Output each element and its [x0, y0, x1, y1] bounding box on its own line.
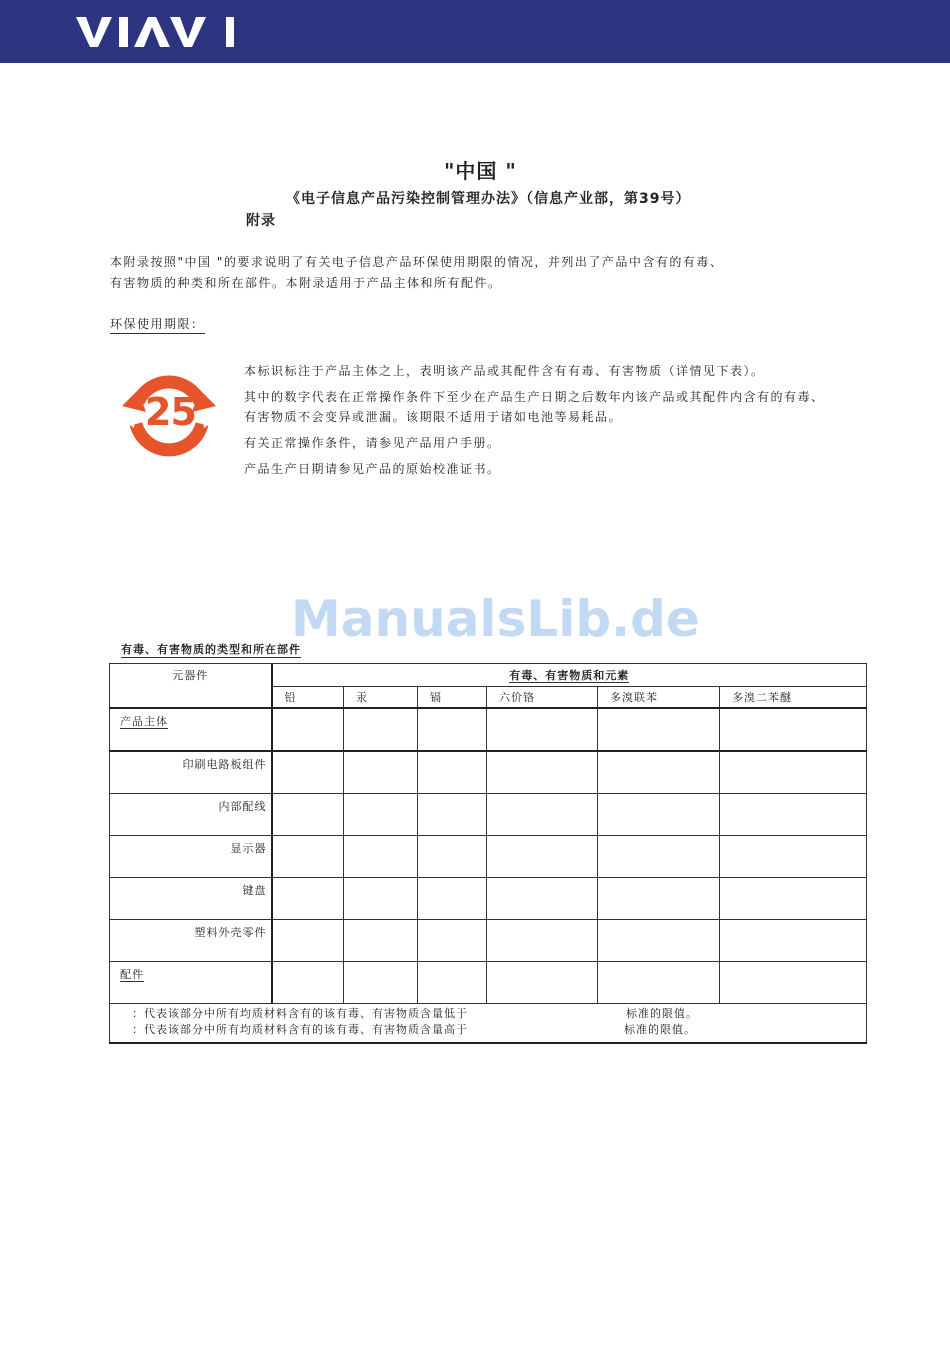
note-1-right: 标准的限值。	[626, 1006, 698, 1020]
page-subtitle: 《电子信息产品污染控制管理办法》（信息产业部，第39号）	[286, 191, 691, 207]
table-cell	[344, 708, 418, 751]
table-row	[110, 793, 867, 835]
viavi-logo	[76, 15, 236, 49]
substance-header: 汞	[344, 687, 418, 708]
substance-header: 六价铬	[487, 687, 598, 708]
note-1-left: ：代表该部分中所有均质材料含有的该有毒、有害物质含量低于	[132, 1006, 468, 1020]
efup-number: 25	[145, 390, 196, 434]
table-cell	[272, 877, 344, 919]
efup-text-2b: 有害物质不会变异或泄漏。该期限不适用于诸如电池等易耗品。	[244, 410, 623, 424]
table-cell	[418, 751, 487, 794]
table-cell	[598, 877, 720, 919]
component-cell	[110, 708, 272, 751]
table-note-row	[110, 1003, 867, 1043]
efup-text-3: 有关正常操作条件，请参见产品用户手册。	[244, 436, 501, 450]
table-cell	[598, 751, 720, 794]
table-cell	[720, 751, 867, 794]
table-cell	[720, 877, 867, 919]
table-cell	[344, 793, 418, 835]
table-cell	[720, 961, 867, 1003]
table-row	[110, 961, 867, 1003]
table-note	[110, 1003, 867, 1043]
table-row	[110, 751, 867, 794]
substance-header: 铅	[272, 687, 344, 708]
table-cell	[344, 835, 418, 877]
substances-header-cell	[272, 664, 867, 687]
table-cell	[418, 919, 487, 961]
hazardous-substances-table	[109, 663, 867, 1044]
component-header-cell	[110, 664, 272, 708]
table-cell	[598, 793, 720, 835]
component-name: 配件	[120, 967, 144, 981]
watermark: ManualsLib.de	[291, 590, 700, 648]
table-cell	[487, 919, 598, 961]
table-row	[110, 708, 867, 751]
table-cell	[344, 919, 418, 961]
component-name: 内部配线	[110, 793, 272, 835]
table-row	[110, 919, 867, 961]
table-cell	[487, 708, 598, 751]
component-cell	[110, 961, 272, 1003]
table-cell	[720, 835, 867, 877]
table-heading: 有毒、有害物质的类型和所在部件	[121, 643, 301, 656]
table-cell	[418, 961, 487, 1003]
table-cell	[272, 751, 344, 794]
substances-header: 有毒、有害物质和元素	[509, 669, 630, 682]
table-cell	[598, 708, 720, 751]
page-title: "中国 "	[444, 159, 517, 183]
table-cell	[272, 919, 344, 961]
efup-text-1: 本标识标注于产品主体之上，表明该产品或其配件含有有毒、有害物质（详情见下表）。	[244, 364, 765, 378]
table-cell	[344, 751, 418, 794]
table-row	[110, 877, 867, 919]
table-cell	[487, 751, 598, 794]
component-name: 产品主体	[120, 714, 168, 728]
table-cell	[418, 793, 487, 835]
component-name: 显示器	[110, 835, 272, 877]
table-cell	[487, 793, 598, 835]
component-name: 塑料外壳零件	[110, 919, 272, 961]
table-row	[110, 835, 867, 877]
table-cell	[272, 835, 344, 877]
table-cell	[272, 961, 344, 1003]
note-2-left: ：代表该部分中所有均质材料含有的该有毒、有害物质含量高于	[132, 1022, 468, 1036]
efup-text-4: 产品生产日期请参见产品的原始校准证书。	[244, 462, 501, 476]
table-cell	[272, 793, 344, 835]
table-cell	[598, 919, 720, 961]
substance-header: 多溴二苯醚	[720, 687, 867, 708]
table-cell	[344, 877, 418, 919]
table-cell	[344, 961, 418, 1003]
appendix-label: 附录	[246, 213, 276, 229]
table-cell	[720, 793, 867, 835]
intro-line-1: 本附录按照"中国 "的要求说明了有关电子信息产品环保使用期限的情况，并列出了产品中含有的有毒、	[110, 255, 724, 269]
table-cell	[720, 708, 867, 751]
table-cell	[418, 835, 487, 877]
table-cell	[598, 961, 720, 1003]
intro-line-2: 有害物质的种类和所在部件。本附录适用于产品主体和所有配件。	[110, 276, 502, 290]
component-header: 元器件	[172, 669, 209, 682]
table-cell	[418, 877, 487, 919]
header-bar	[0, 0, 950, 63]
period-heading: 环保使用期限：	[110, 315, 205, 334]
table-cell	[598, 835, 720, 877]
table-cell	[418, 708, 487, 751]
table-cell	[487, 961, 598, 1003]
table-cell	[487, 877, 598, 919]
substance-header: 镉	[418, 687, 487, 708]
table-cell	[487, 835, 598, 877]
table-cell	[720, 919, 867, 961]
efup-logo	[116, 366, 222, 458]
note-2-right: 标准的限值。	[624, 1022, 696, 1036]
component-name: 印刷电路板组件	[110, 751, 272, 794]
table-cell	[272, 708, 344, 751]
component-name: 键盘	[110, 877, 272, 919]
substance-header: 多溴联苯	[598, 687, 720, 708]
efup-text-2a: 其中的数字代表在正常操作条件下至少在产品生产日期之后数年内该产品或其配件内含有的有毒、	[244, 390, 825, 404]
